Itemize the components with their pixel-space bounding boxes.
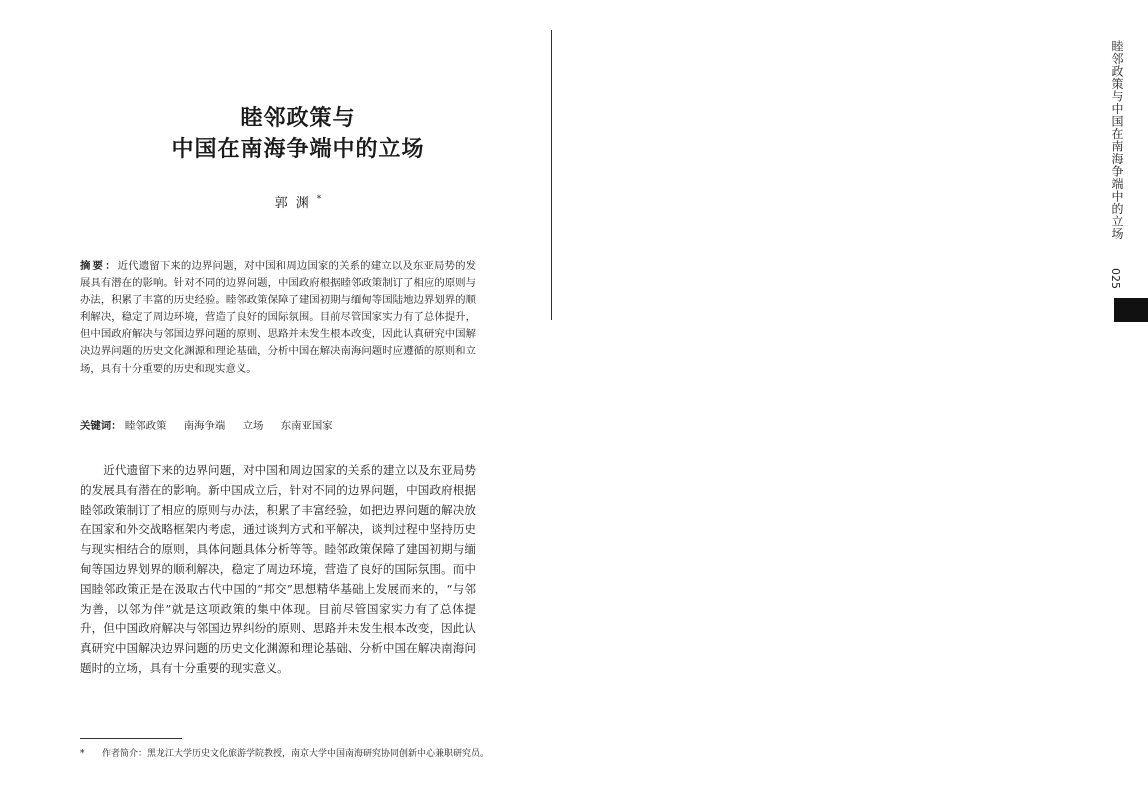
footnote-divider	[80, 738, 182, 739]
running-header-rule	[551, 30, 552, 320]
keyword: 睦邻政策	[124, 420, 167, 432]
article-title-line1: 睦邻政策与	[240, 106, 356, 131]
keywords-label: 关键词：	[80, 420, 122, 432]
footnote-mark: *	[80, 749, 85, 759]
author-line	[100, 192, 496, 211]
abstract-text: 近代遗留下来的边界问题，对中国和周边国家的关系的建立以及东亚局势的发展具有潜在的影响。针对不同的边界问题，中国政府根据睦邻政策制订了相应的原则与办法，积累了丰富的历史经验。睦邻政策保障了建国初期与缅甸等国陆地边界划界的顺利解决，稳定了周边环境，营造了良好的国际氛围。目前尽管国家实力有了总体提升，但中国政府解决与邻国边界问题的原则、思路并未发生根本改变，因此认真研究中国解决边界问题的历史文化渊源和理论基础，分析中国在解决南海问题时应遵循的原则和立场，具有十分重要的历史和现实意义。	[80, 260, 477, 375]
footnote	[80, 747, 502, 762]
abstract-label: 摘要：	[80, 260, 118, 272]
abstract	[80, 258, 476, 378]
article-title	[100, 104, 496, 166]
author-footnote-mark[interactable]: *	[316, 194, 322, 205]
body-paragraph: 近代遗留下来的边界问题，对中国和周边国家的关系的建立以及东亚局势的发展具有潜在的影响。新中国成立后，针对不同的边界问题，中国政府根据睦邻政策制订了相应的原则与办法，积累了丰富经验，如把边界问题的解决放在国家和外交战略框架内考虑，通过谈判方式和平解决，谈判过程中坚持历史与现实相结合的原则，具体问题具体分析等等。睦邻政策保障了建国初期与缅甸等国边界划界的顺利解决，稳定了周边环境，营造了良好的国际氛围。而中国睦邻政策正是在汲取古代中国的“邦交”思想精华基础上发展而来的，“与邻为善，以邻为伴”就是这项政策的集中体现。目前尽管国家实力有了总体提升，但中国政府解决与邻国边界纠纷的原则、思路并未发生根本改变，因此认真研究中国解决边界问题的历史文化渊源和理论基础、分析中国在解决南海问题时的立场，具有十分重要的现实意义。	[80, 463, 476, 675]
page-tab-marker	[1114, 298, 1148, 322]
keyword: 东南亚国家	[280, 420, 333, 432]
keyword: 南海争端	[183, 420, 226, 432]
footnote-text: 作者简介：黑龙江大学历史文化旅游学院教授，南京大学中国南海研究协同创新中心兼职研究员。	[102, 749, 490, 759]
keywords	[80, 418, 476, 434]
keyword: 立场	[242, 420, 264, 432]
page-number: 025	[1109, 268, 1122, 289]
author-name: 郭渊	[274, 196, 317, 211]
running-header-title: 睦邻政策与中国在南海争端中的立场	[1110, 40, 1124, 240]
running-header	[548, 0, 1124, 786]
article-title-line2: 中国在南海争端中的立场	[171, 137, 425, 162]
